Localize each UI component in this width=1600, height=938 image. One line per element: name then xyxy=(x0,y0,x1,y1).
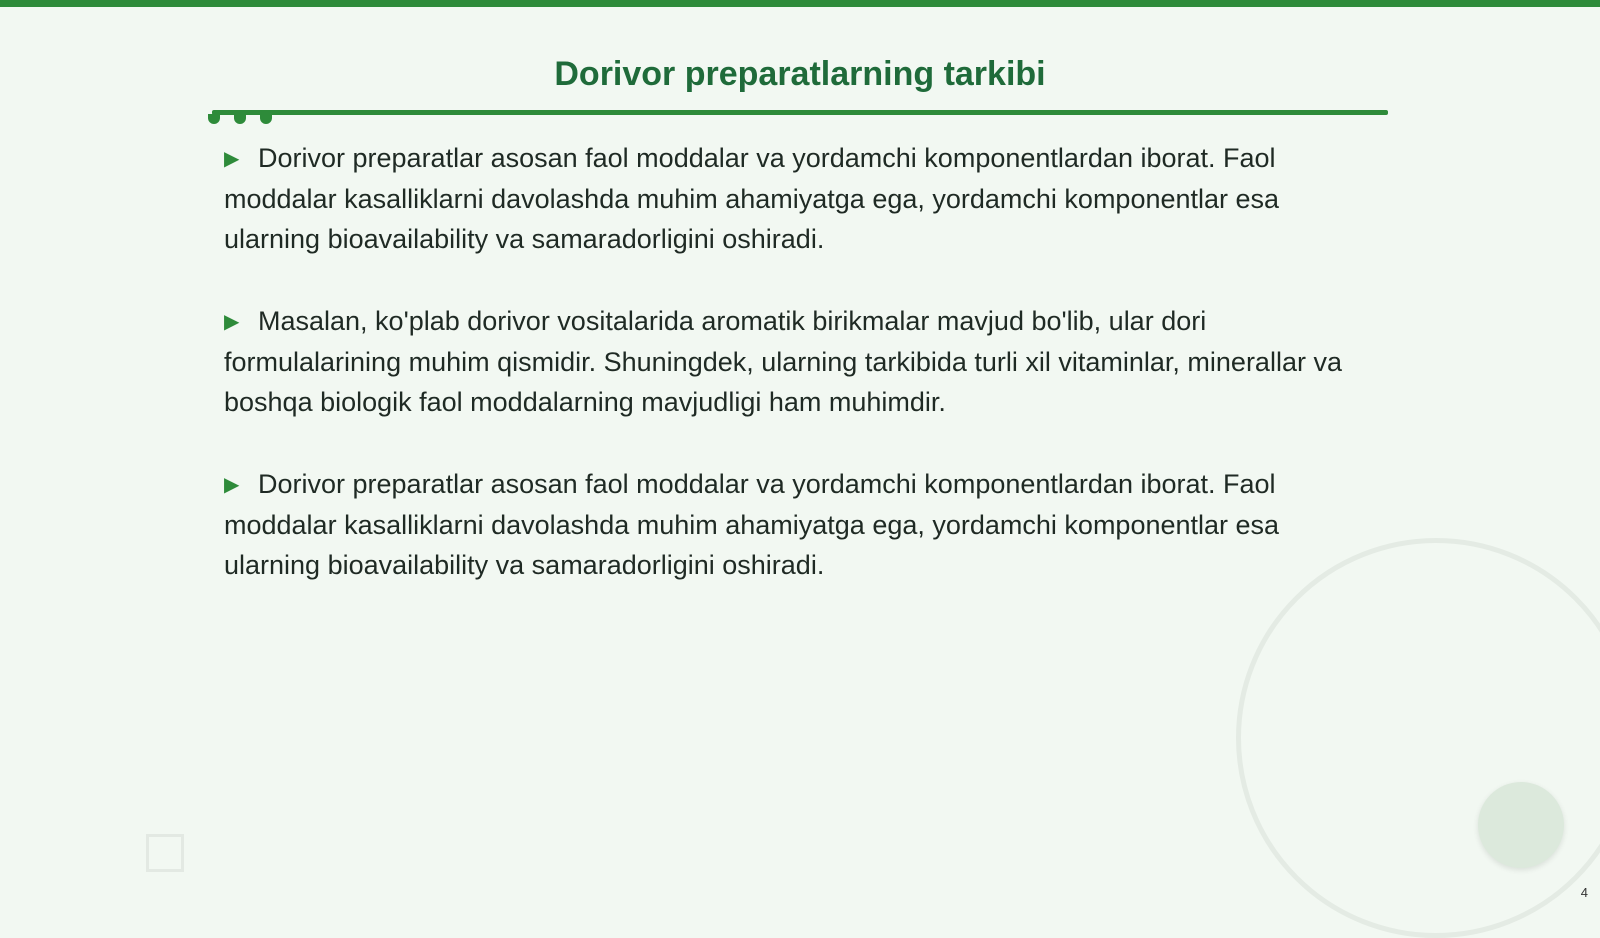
triangle-bullet-icon: ▶ xyxy=(224,474,240,496)
slide-title: Dorivor preparatlarning tarkibi xyxy=(554,55,1046,93)
paragraph-text: Dorivor preparatlar asosan faol moddalar va yordamchi komponentlardan iborat. Faol moddalar kasalliklarni davolashda muhim ahamiyatga ega, yordamchi komponentlar esa ularning bioavailability va samaradorligini oshiradi. xyxy=(224,469,1280,580)
decorative-ball xyxy=(1478,782,1564,868)
page-number: 4 xyxy=(1580,885,1588,900)
decorative-dot xyxy=(208,114,220,124)
slide-body xyxy=(224,138,1364,627)
top-accent-bar xyxy=(0,0,1600,7)
bullet-paragraph xyxy=(224,464,1364,585)
title-underline xyxy=(212,110,1388,115)
bullet-paragraph xyxy=(224,301,1364,422)
triangle-bullet-icon: ▶ xyxy=(224,311,240,333)
paragraph-text: Dorivor preparatlar asosan faol moddalar va yordamchi komponentlardan iborat. Faol moddalar kasalliklarni davolashda muhim ahamiyatga ega, yordamchi komponentlar esa ularning bioavailability va samaradorligini oshiradi. xyxy=(224,143,1280,254)
decorative-dot xyxy=(260,114,272,124)
triangle-bullet-icon: ▶ xyxy=(224,148,240,170)
decorative-dot xyxy=(234,114,246,124)
bullet-paragraph xyxy=(224,138,1364,259)
paragraph-text: Masalan, ko'plab dorivor vositalarida aromatik birikmalar mavjud bo'lib, ular dori formulalarining muhim qismidir. Shuningdek, ularning tarkibida turli xil vitaminlar, minerallar va boshqa biologik faol moddalarning mavjudligi ham muhimdir. xyxy=(224,306,1342,417)
decorative-square xyxy=(146,834,184,872)
